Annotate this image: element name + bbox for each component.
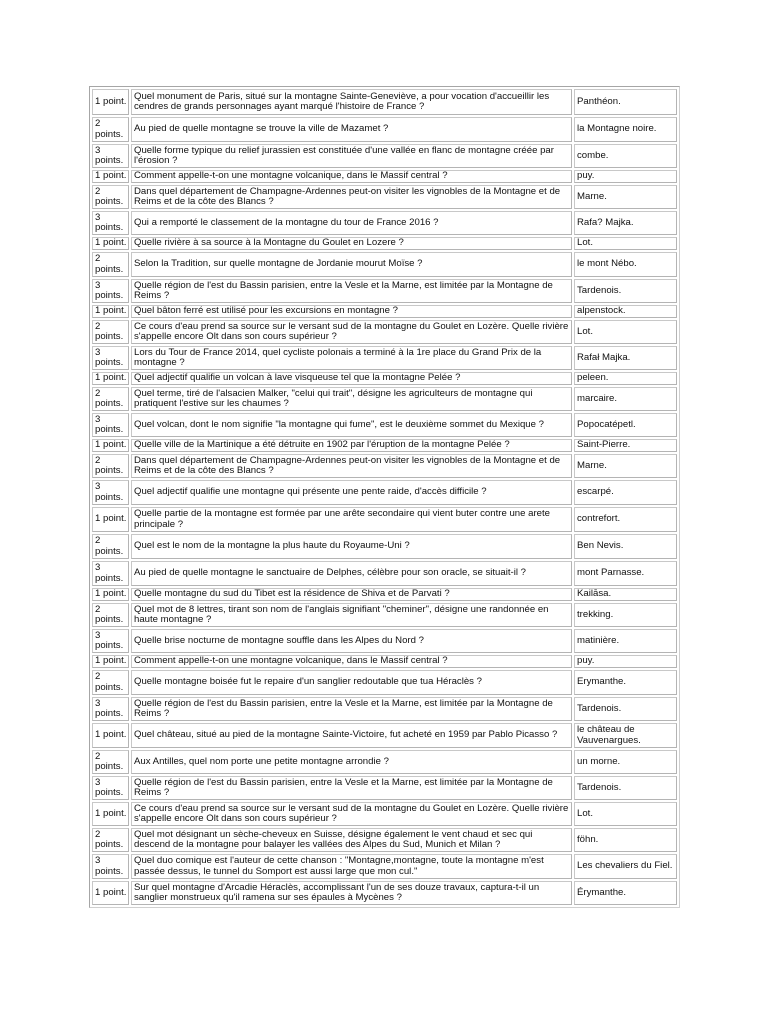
points-cell: 2 points. xyxy=(92,454,129,478)
table-row xyxy=(92,320,677,344)
table-row xyxy=(92,89,677,115)
question-cell: Comment appelle-t-on une montagne volcanique, dans le Massif central ? xyxy=(131,655,572,668)
points-cell: 1 point. xyxy=(92,723,129,748)
question-cell: Ce cours d'eau prend sa source sur le versant sud de la montagne du Goulet en Lozère. Quelle rivière s'appelle encore Olt dans son cours supérieur ? xyxy=(131,802,572,826)
points-cell: 3 points. xyxy=(92,211,129,235)
answer-cell: mont Parnasse. xyxy=(574,561,677,586)
points-cell: 1 point. xyxy=(92,588,129,601)
question-cell: Quel monument de Paris, situé sur la montagne Sainte-Geneviève, a pour vocation d'accueillir les cendres de grands personnages ayant marqué l'histoire de France ? xyxy=(131,89,572,115)
points-cell: 1 point. xyxy=(92,305,129,318)
question-cell: Comment appelle-t-on une montagne volcanique, dans le Massif central ? xyxy=(131,170,572,183)
question-cell: Quelle partie de la montagne est formée par une arête secondaire qui vient buter contre une arete principale ? xyxy=(131,507,572,532)
quiz-page xyxy=(89,86,678,908)
question-cell: Quel terme, tiré de l'alsacien Malker, "celui qui trait", désigne les agriculteurs de montagne qui pratiquent l'estive sur les chaumes ? xyxy=(131,387,572,411)
question-cell: Quelle forme typique du relief jurassien est constituée d'une vallée en flanc de montagne créée par l'érosion ? xyxy=(131,144,572,168)
question-cell: Quelle montagne du sud du Tibet est la résidence de Shiva et de Parvati ? xyxy=(131,588,572,601)
points-cell: 1 point. xyxy=(92,439,129,452)
points-cell: 1 point. xyxy=(92,89,129,115)
question-cell: Au pied de quelle montagne le sanctuaire de Delphes, célèbre pour son oracle, se situait-il ? xyxy=(131,561,572,586)
points-cell: 3 points. xyxy=(92,561,129,586)
answer-cell: Érymanthe. xyxy=(574,881,677,905)
answer-cell: matinière. xyxy=(574,629,677,653)
points-cell: 3 points. xyxy=(92,480,129,505)
question-cell: Quel est le nom de la montagne la plus haute du Royaume-Uni ? xyxy=(131,534,572,559)
quiz-table-body xyxy=(92,89,677,905)
points-cell: 1 point. xyxy=(92,802,129,826)
question-cell: Quel adjectif qualifie une montagne qui présente une pente raide, d'accès difficile ? xyxy=(131,480,572,505)
points-cell: 3 points. xyxy=(92,629,129,653)
table-row xyxy=(92,828,677,852)
table-row xyxy=(92,802,677,826)
question-cell: Qui a remporté le classement de la montagne du tour de France 2016 ? xyxy=(131,211,572,235)
question-cell: Au pied de quelle montagne se trouve la ville de Mazamet ? xyxy=(131,117,572,142)
answer-cell: Saint-Pierre. xyxy=(574,439,677,452)
answer-cell: combe. xyxy=(574,144,677,168)
question-cell: Quelle montagne boisée fut le repaire d'un sanglier redoutable que tua Héraclès ? xyxy=(131,670,572,695)
question-cell: Selon la Tradition, sur quelle montagne de Jordanie mourut Moïse ? xyxy=(131,252,572,277)
table-row xyxy=(92,237,677,250)
table-row xyxy=(92,144,677,168)
points-cell: 3 points. xyxy=(92,279,129,303)
answer-cell: Erymanthe. xyxy=(574,670,677,695)
answer-cell: le mont Nébo. xyxy=(574,252,677,277)
table-row xyxy=(92,346,677,370)
answer-cell: Rafa? Majka. xyxy=(574,211,677,235)
points-cell: 2 points. xyxy=(92,185,129,209)
question-cell: Quelle région de l'est du Bassin parisien, entre la Vesle et la Marne, est limitée par la Montagne de Reims ? xyxy=(131,279,572,303)
table-row xyxy=(92,670,677,695)
answer-cell: contrefort. xyxy=(574,507,677,532)
answer-cell: puy. xyxy=(574,170,677,183)
table-row xyxy=(92,603,677,627)
question-cell: Quelle région de l'est du Bassin parisien, entre la Vesle et la Marne, est limitée par la Montagne de Reims ? xyxy=(131,776,572,800)
question-cell: Dans quel département de Champagne-Ardennes peut-on visiter les vignobles de la Montagne et de Reims et de la côte des Blancs ? xyxy=(131,454,572,478)
table-row xyxy=(92,454,677,478)
answer-cell: Tardenois. xyxy=(574,279,677,303)
points-cell: 1 point. xyxy=(92,237,129,250)
table-row xyxy=(92,170,677,183)
question-cell: Sur quel montagne d'Arcadie Héraclès, accomplissant l'un de ses douze travaux, captura-t-il un sanglier monstrueux qu'il ramena sur ses épaules à Mycènes ? xyxy=(131,881,572,905)
points-cell: 2 points. xyxy=(92,117,129,142)
answer-cell: Marne. xyxy=(574,454,677,478)
points-cell: 3 points. xyxy=(92,346,129,370)
points-cell: 2 points. xyxy=(92,534,129,559)
points-cell: 2 points. xyxy=(92,320,129,344)
points-cell: 3 points. xyxy=(92,697,129,721)
table-row xyxy=(92,776,677,800)
table-row xyxy=(92,750,677,774)
points-cell: 1 point. xyxy=(92,507,129,532)
question-cell: Quelle rivière à sa source à la Montagne du Goulet en Lozere ? xyxy=(131,237,572,250)
table-row xyxy=(92,561,677,586)
table-row xyxy=(92,279,677,303)
question-cell: Quelle ville de la Martinique a été détruite en 1902 par l'éruption de la montagne Pelée ? xyxy=(131,439,572,452)
table-row xyxy=(92,185,677,209)
answer-cell: Tardenois. xyxy=(574,776,677,800)
table-row xyxy=(92,588,677,601)
answer-cell: la Montagne noire. xyxy=(574,117,677,142)
points-cell: 2 points. xyxy=(92,252,129,277)
answer-cell: trekking. xyxy=(574,603,677,627)
table-row xyxy=(92,697,677,721)
question-cell: Quel duo comique est l'auteur de cette chanson : "Montagne,montagne, toute la montagne m'est passée dessus, le tunnel du Somport est aussi large que mon cul." xyxy=(131,854,572,879)
answer-cell: Rafał Majka. xyxy=(574,346,677,370)
answer-cell: escarpé. xyxy=(574,480,677,505)
answer-cell: le château de Vauvenargues. xyxy=(574,723,677,748)
answer-cell: Marne. xyxy=(574,185,677,209)
table-row xyxy=(92,480,677,505)
quiz-table xyxy=(89,86,680,908)
table-row xyxy=(92,117,677,142)
answer-cell: Popocatépetl. xyxy=(574,413,677,437)
table-row xyxy=(92,252,677,277)
points-cell: 2 points. xyxy=(92,750,129,774)
question-cell: Lors du Tour de France 2014, quel cycliste polonais a terminé à la 1re place du Grand Prix de la montagne ? xyxy=(131,346,572,370)
points-cell: 2 points. xyxy=(92,670,129,695)
answer-cell: marcaire. xyxy=(574,387,677,411)
table-row xyxy=(92,387,677,411)
answer-cell: föhn. xyxy=(574,828,677,852)
question-cell: Quel bâton ferré est utilisé pour les excursions en montagne ? xyxy=(131,305,572,318)
table-row xyxy=(92,881,677,905)
answer-cell: Panthéon. xyxy=(574,89,677,115)
question-cell: Aux Antilles, quel nom porte une petite montagne arrondie ? xyxy=(131,750,572,774)
table-row xyxy=(92,854,677,879)
points-cell: 1 point. xyxy=(92,655,129,668)
question-cell: Quel mot désignant un sèche-cheveux en Suisse, désigne également le vent chaud et sec qui descend de la montagne pour balayer les vallées des Alpes du Sud, Munich et Milan ? xyxy=(131,828,572,852)
answer-cell: Lot. xyxy=(574,237,677,250)
table-row xyxy=(92,507,677,532)
question-cell: Quelle région de l'est du Bassin parisien, entre la Vesle et la Marne, est limitée par la Montagne de Reims ? xyxy=(131,697,572,721)
answer-cell: Ben Nevis. xyxy=(574,534,677,559)
points-cell: 3 points. xyxy=(92,776,129,800)
answer-cell: alpenstock. xyxy=(574,305,677,318)
points-cell: 3 points. xyxy=(92,854,129,879)
question-cell: Quel mot de 8 lettres, tirant son nom de l'anglais signifiant "cheminer", désigne une randonnée en haute montagne ? xyxy=(131,603,572,627)
points-cell: 2 points. xyxy=(92,603,129,627)
points-cell: 1 point. xyxy=(92,881,129,905)
question-cell: Quel château, situé au pied de la montagne Sainte-Victoire, fut acheté en 1959 par Pablo Picasso ? xyxy=(131,723,572,748)
table-row xyxy=(92,439,677,452)
answer-cell: Tardenois. xyxy=(574,697,677,721)
points-cell: 3 points. xyxy=(92,144,129,168)
table-row xyxy=(92,211,677,235)
points-cell: 2 points. xyxy=(92,828,129,852)
table-row xyxy=(92,534,677,559)
question-cell: Quel volcan, dont le nom signifie "la montagne qui fume", est le deuxième sommet du Mexique ? xyxy=(131,413,572,437)
table-row xyxy=(92,305,677,318)
answer-cell: Lot. xyxy=(574,320,677,344)
points-cell: 1 point. xyxy=(92,372,129,385)
question-cell: Ce cours d'eau prend sa source sur le versant sud de la montagne du Goulet en Lozère. Quelle rivière s'appelle encore Olt dans son cours supérieur ? xyxy=(131,320,572,344)
answer-cell: Lot. xyxy=(574,802,677,826)
question-cell: Dans quel département de Champagne-Ardennes peut-on visiter les vignobles de la Montagne et de Reims et de la côte des Blancs ? xyxy=(131,185,572,209)
answer-cell: Kailāsa. xyxy=(574,588,677,601)
points-cell: 2 points. xyxy=(92,387,129,411)
points-cell: 1 point. xyxy=(92,170,129,183)
answer-cell: peleen. xyxy=(574,372,677,385)
table-row xyxy=(92,413,677,437)
points-cell: 3 points. xyxy=(92,413,129,437)
answer-cell: un morne. xyxy=(574,750,677,774)
question-cell: Quel adjectif qualifie un volcan à lave visqueuse tel que la montagne Pelée ? xyxy=(131,372,572,385)
table-row xyxy=(92,655,677,668)
table-row xyxy=(92,723,677,748)
answer-cell: Les chevaliers du Fiel. xyxy=(574,854,677,879)
answer-cell: puy. xyxy=(574,655,677,668)
table-row xyxy=(92,629,677,653)
table-row xyxy=(92,372,677,385)
question-cell: Quelle brise nocturne de montagne souffle dans les Alpes du Nord ? xyxy=(131,629,572,653)
